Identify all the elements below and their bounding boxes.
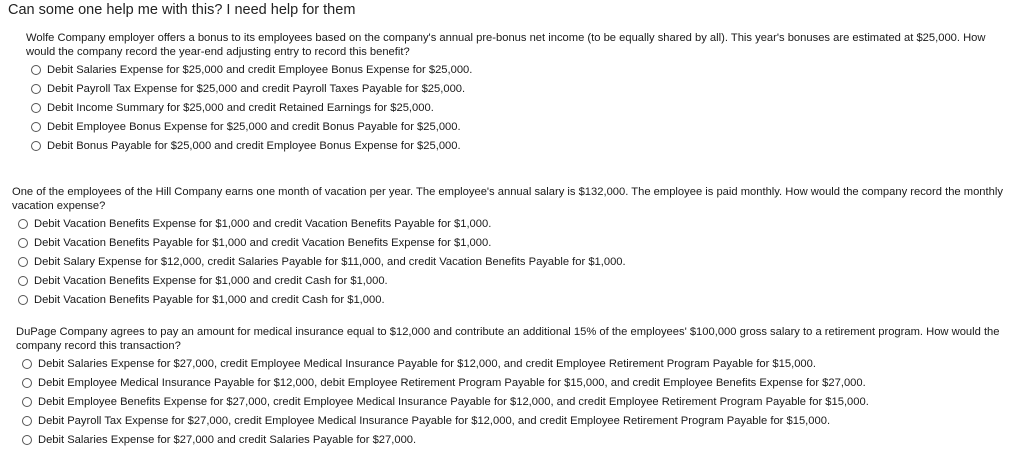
- question-1: [26, 31, 1016, 155]
- option[interactable]: [22, 411, 1020, 430]
- option-label: Debit Payroll Tax Expense for $25,000 and credit Payroll Taxes Payable for $25,000.: [47, 82, 466, 95]
- radio-button[interactable]: [18, 276, 28, 286]
- radio-button[interactable]: [18, 295, 28, 305]
- radio-button[interactable]: [22, 378, 32, 388]
- option-label: Debit Vacation Benefits Payable for $1,000 and credit Vacation Benefits Expense for $1,000.: [34, 236, 492, 249]
- option-label: Debit Salaries Expense for $27,000 and credit Salaries Payable for $27,000.: [38, 433, 417, 446]
- options-list: [31, 60, 1016, 155]
- option[interactable]: [18, 214, 1016, 233]
- option-label: Debit Bonus Payable for $25,000 and credit Employee Bonus Expense for $25,000.: [47, 139, 461, 152]
- question-stem: One of the employees of the Hill Company earns one month of vacation per year. The employee's annual salary is $132,000. The employee is paid monthly. How would the company record the monthly vacation expense?: [12, 186, 1003, 212]
- option[interactable]: [31, 117, 1016, 136]
- option-label: Debit Employee Bonus Expense for $25,000 and credit Bonus Payable for $25,000.: [47, 120, 461, 133]
- option-label: Debit Vacation Benefits Expense for $1,000 and credit Cash for $1,000.: [34, 274, 388, 287]
- options-list: [18, 214, 1016, 309]
- option-label: Debit Vacation Benefits Expense for $1,000 and credit Vacation Benefits Payable for $1,000.: [34, 217, 492, 230]
- option[interactable]: [18, 271, 1016, 290]
- option[interactable]: [31, 79, 1016, 98]
- question-3: [16, 325, 1020, 449]
- radio-button[interactable]: [31, 65, 41, 75]
- option[interactable]: [22, 373, 1020, 392]
- radio-button[interactable]: [31, 141, 41, 151]
- radio-button[interactable]: [18, 238, 28, 248]
- option[interactable]: [31, 98, 1016, 117]
- option[interactable]: [31, 60, 1016, 79]
- option[interactable]: [18, 252, 1016, 271]
- option-label: Debit Payroll Tax Expense for $27,000, credit Employee Medical Insurance Payable for $12,000, and credit Employee Retirement Program Payable for $15,000.: [38, 414, 831, 427]
- option[interactable]: [22, 354, 1020, 373]
- option[interactable]: [18, 233, 1016, 252]
- question-2: [12, 185, 1016, 309]
- option[interactable]: [22, 392, 1020, 411]
- radio-button[interactable]: [22, 416, 32, 426]
- radio-button[interactable]: [22, 359, 32, 369]
- radio-button[interactable]: [22, 435, 32, 445]
- page-heading: Can some one help me with this? I need help for them: [8, 2, 356, 18]
- option-label: Debit Income Summary for $25,000 and credit Retained Earnings for $25,000.: [47, 101, 434, 114]
- radio-button[interactable]: [31, 122, 41, 132]
- option[interactable]: [31, 136, 1016, 155]
- option-label: Debit Salaries Expense for $25,000 and credit Employee Bonus Expense for $25,000.: [47, 63, 473, 76]
- options-list: [22, 354, 1020, 449]
- radio-button[interactable]: [31, 84, 41, 94]
- question-stem: DuPage Company agrees to pay an amount for medical insurance equal to $12,000 and contribute an additional 15% of the employees' $100,000 gross salary to a retirement program. How would the company record this transaction?: [16, 326, 1000, 352]
- option-label: Debit Employee Benefits Expense for $27,000, credit Employee Medical Insurance Payable for $12,000, and credit Employee Retirement Program Payable for $15,000.: [38, 395, 869, 408]
- option-label: Debit Vacation Benefits Payable for $1,000 and credit Cash for $1,000.: [34, 293, 385, 306]
- radio-button[interactable]: [18, 219, 28, 229]
- radio-button[interactable]: [31, 103, 41, 113]
- option-label: Debit Salaries Expense for $27,000, credit Employee Medical Insurance Payable for $12,000, and credit Employee Retirement Program Payable for $15,000.: [38, 357, 816, 370]
- option[interactable]: [22, 430, 1020, 449]
- option[interactable]: [18, 290, 1016, 309]
- question-stem: Wolfe Company employer offers a bonus to its employees based on the company's annual pre-bonus net income (to be equally shared by all). This year's bonuses are estimated at $25,000. How would the company record the year-end adjusting entry to record this benefit?: [26, 32, 986, 58]
- option-label: Debit Salary Expense for $12,000, credit Salaries Payable for $11,000, and credit Vacation Benefits Payable for $1,000.: [34, 255, 626, 268]
- option-label: Debit Employee Medical Insurance Payable for $12,000, debit Employee Retirement Program Payable for $15,000, and credit Employee Benefits Expense for $27,000.: [38, 376, 866, 389]
- radio-button[interactable]: [22, 397, 32, 407]
- radio-button[interactable]: [18, 257, 28, 267]
